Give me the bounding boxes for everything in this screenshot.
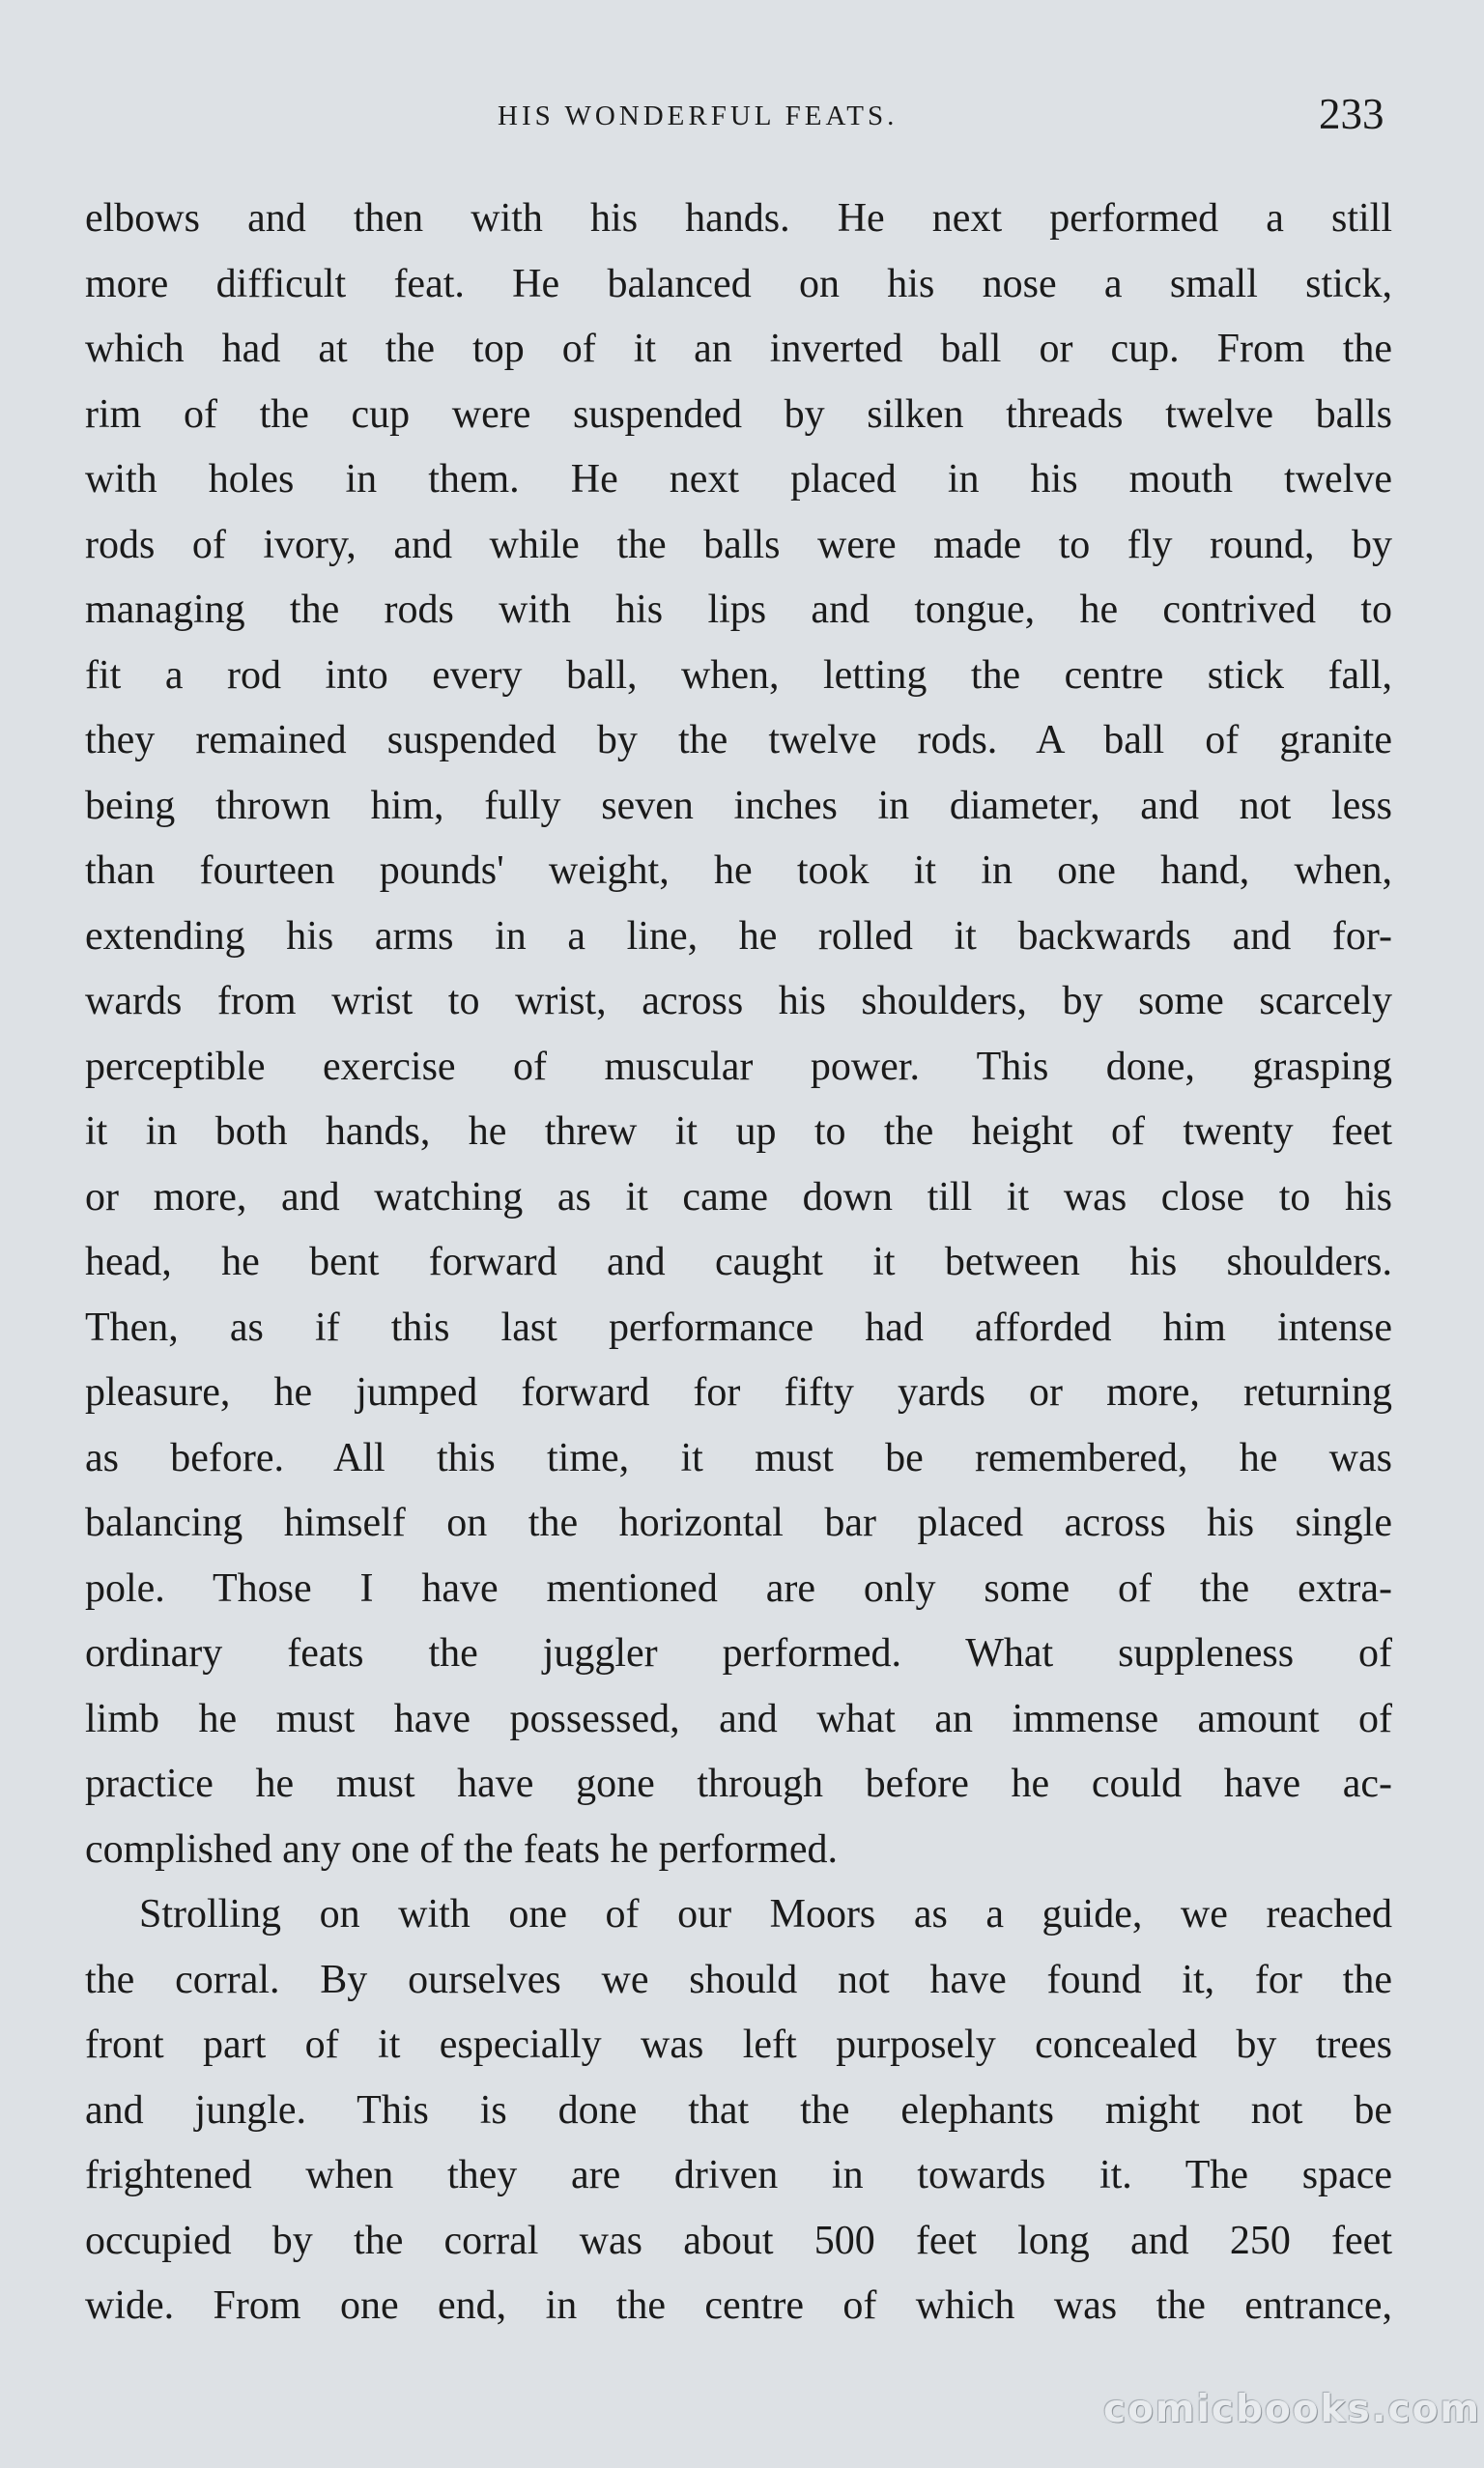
running-head: HIS WONDERFUL FEATS. xyxy=(498,100,899,131)
watermark: comicbooks.com xyxy=(1103,2388,1482,2431)
text-line: than fourteen pounds' weight, he took it in one hand, when, xyxy=(85,848,1392,893)
text-line: complished any one of the feats he performed. xyxy=(85,1826,839,1872)
body-text xyxy=(85,187,1392,2339)
paragraph-1 xyxy=(85,187,1392,1882)
text-line: more difficult feat. He balanced on his nose a small stick, xyxy=(85,261,1392,306)
text-line: rim of the cup were suspended by silken threads twelve balls xyxy=(85,391,1392,437)
text-line: managing the rods with his lips and tongue, he contrived to xyxy=(85,588,1392,632)
text-line: front part of it especially was left purposely concealed by trees xyxy=(85,2023,1392,2067)
text-line: occupied by the corral was about 500 feet long and 250 feet xyxy=(85,2218,1392,2263)
text-line: the corral. By ourselves we should not have found it, for the xyxy=(85,1957,1392,2002)
text-line: frightened when they are driven in towards it. The space xyxy=(85,2153,1392,2197)
text-line: rods of ivory, and while the balls were made to fly round, by xyxy=(85,522,1392,567)
text-line: Strolling on with one of our Moors as a guide, we reached xyxy=(139,1892,1392,1937)
text-line: they remained suspended by the twelve rods. A ball of granite xyxy=(85,718,1392,762)
text-line: balancing himself on the horizontal bar placed across his single xyxy=(85,1501,1392,1545)
text-line: pleasure, he jumped forward for fifty yards or more, returning xyxy=(85,1370,1392,1415)
text-line: ordinary feats the juggler performed. What suppleness of xyxy=(85,1631,1392,1676)
text-line: extending his arms in a line, he rolled it backwards and for- xyxy=(85,913,1392,959)
text-line: which had at the top of it an inverted ball or cup. From the xyxy=(85,327,1392,371)
text-line: practice he must have gone through before he could have ac- xyxy=(85,1762,1392,1806)
text-line: being thrown him, fully seven inches in diameter, and not less xyxy=(85,783,1392,828)
text-line: perceptible exercise of muscular power. This done, grasping xyxy=(85,1044,1392,1089)
text-line: elbows and then with his hands. He next performed a still xyxy=(85,196,1392,241)
text-line: with holes in them. He next placed in his mouth twelve xyxy=(85,457,1392,502)
text-line: fit a rod into every ball, when, letting the centre stick fall, xyxy=(85,652,1392,698)
text-line: head, he bent forward and caught it between his shoulders. xyxy=(85,1240,1392,1284)
paragraph-2 xyxy=(85,1882,1392,2339)
text-line: pole. Those I have mentioned are only some of the extra- xyxy=(85,1565,1392,1611)
text-line: wards from wrist to wrist, across his shoulders, by some scarcely xyxy=(85,979,1392,1023)
text-line: limb he must have possessed, and what an immense amount of xyxy=(85,1696,1392,1741)
text-line: as before. All this time, it must be remembered, he was xyxy=(85,1435,1392,1480)
text-line: Then, as if this last performance had afforded him intense xyxy=(85,1305,1392,1350)
text-line: wide. From one end, in the centre of which was the entrance, xyxy=(85,2283,1392,2328)
text-line: it in both hands, he threw it up to the height of twenty feet xyxy=(85,1109,1392,1154)
text-line: and jungle. This is done that the elephants might not be xyxy=(85,2087,1392,2133)
text-line: or more, and watching as it came down till it was close to his xyxy=(85,1174,1392,1220)
page-number: 233 xyxy=(1319,90,1384,138)
